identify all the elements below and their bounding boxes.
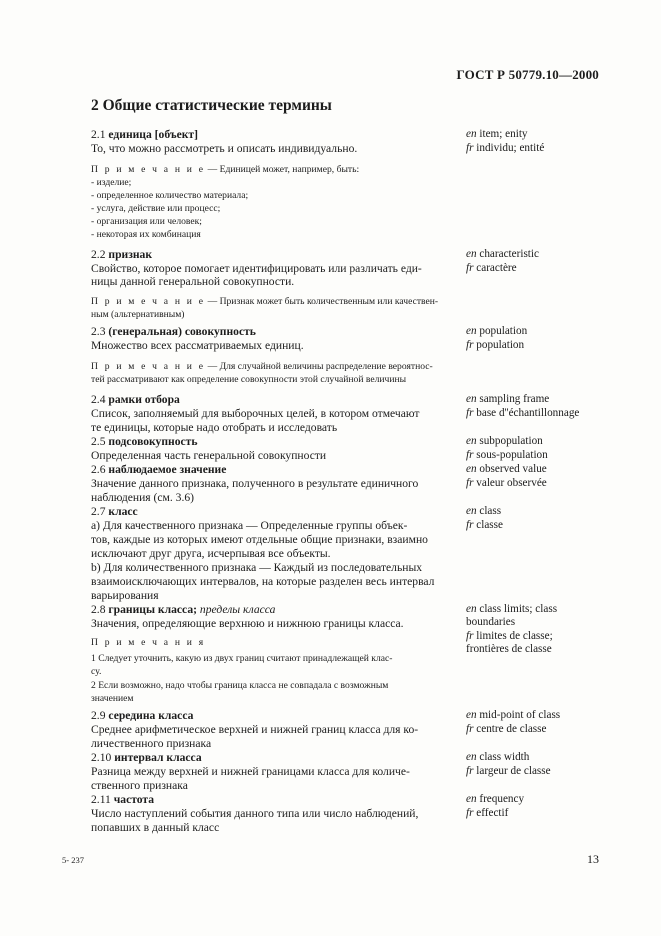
term-2-4-definition-cont: те единицы, которые надо отобрать и исследовать — [91, 421, 338, 434]
term-title: интервал класса — [114, 751, 202, 764]
term-2-11-heading: 2.11 частота — [91, 793, 155, 806]
term-2-6-definition: Значение данного признака, полученного в результате единичного — [91, 477, 419, 490]
term-2-1-en: en item; enity — [466, 128, 528, 140]
term-2-3-note: П р и м е ч а н и е — Для случайной величины распределение вероятнос- — [91, 361, 433, 372]
term-2-2-en: en characteristic — [466, 248, 539, 260]
term-number: 2.1 — [91, 128, 106, 141]
term-2-3-fr: fr population — [466, 339, 525, 351]
term-2-4-fr: fr base d''échantillonnage — [466, 407, 580, 419]
term-2-2-fr: fr caractère — [466, 262, 517, 274]
term-2-8-definition: Значения, определяющие верхнюю и нижнюю границы класса. — [91, 617, 404, 630]
term-2-11-fr: fr effectif — [466, 807, 509, 819]
note-label: П р и м е ч а н и е — [91, 164, 206, 175]
term-2-6-definition-cont: наблюдения (см. 3.6) — [91, 491, 194, 504]
term-2-5-definition: Определенная часть генеральной совокупности — [91, 449, 327, 462]
term-title: (генеральная) совокупность — [108, 325, 256, 338]
term-title: середина класса — [108, 709, 194, 722]
term-2-7-heading: 2.7 класс — [91, 505, 138, 518]
term-2-9-definition: Среднее арифметическое верхней и нижней границ класса для ко- — [91, 723, 419, 736]
term-title: единица [объект] — [108, 128, 198, 141]
term-2-8-fr: fr limites de classe; — [466, 630, 553, 642]
term-2-2-definition: Свойство, которое помогает идентифицировать или различать еди- — [91, 262, 422, 275]
term-2-7-a-cont: тов, каждые из которых имеют отдельные общие признаки, взаимно — [91, 533, 428, 546]
term-title: признак — [108, 248, 153, 261]
term-2-2-note-cont: ным (альтернативным) — [91, 309, 185, 320]
term-2-1-heading — [91, 128, 198, 141]
term-2-4-en: en sampling frame — [466, 393, 550, 405]
term-2-7-a: а) Для качественного признака — Определенные группы объек- — [91, 519, 408, 532]
term-2-8-en: en class limits; class — [466, 603, 558, 615]
section-title: 2 Общие статистические термины — [91, 97, 332, 114]
term-2-7-b-cont: взаимоисключающих интервалов, на которые разделен весь интервал — [91, 575, 435, 588]
term-2-7-fr: fr classe — [466, 519, 503, 531]
note-list-item: - организация или человек; — [91, 216, 202, 227]
term-2-10-en: en class width — [466, 751, 530, 763]
term-2-4-heading: 2.4 рамки отбора — [91, 393, 180, 406]
term-title: границы класса; — [108, 603, 197, 616]
term-2-1-note — [91, 164, 359, 175]
term-2-6-fr: fr valeur observée — [466, 477, 547, 489]
print-code: 5- 237 — [62, 855, 84, 865]
term-2-9-definition-cont: личественного признака — [91, 737, 212, 750]
term-2-3-note-cont: тей рассматривают как определение совокупности этой случайной величины — [91, 374, 407, 385]
term-2-11-en: en frequency — [466, 793, 525, 805]
term-2-10-definition-cont: ственного признака — [91, 779, 188, 792]
note-list-item: - определенное количество материала; — [91, 190, 249, 201]
page-number: 13 — [587, 852, 599, 866]
term-2-4-definition: Список, заполняемый для выборочных целей, в котором отмечают — [91, 407, 420, 420]
term-title: наблюдаемое значение — [108, 463, 227, 476]
term-2-8-note-1-cont: су. — [91, 666, 102, 677]
term-2-9-heading: 2.9 середина класса — [91, 709, 194, 722]
term-alt-title: пределы класса — [199, 603, 276, 616]
term-2-11-definition: Число наступлений события данного типа или число наблюдений, — [91, 807, 419, 820]
term-2-2-heading: 2.2 признак — [91, 248, 153, 261]
term-2-5-fr: fr sous-population — [466, 449, 548, 461]
term-title: класс — [108, 505, 138, 518]
term-2-9-en: en mid-point of class — [466, 709, 561, 721]
term-2-7-en: en class — [466, 505, 502, 517]
term-2-8-en-cont: boundaries — [466, 616, 516, 628]
term-2-8-note-1: 1 Следует уточнить, какую из двух границ считают принадлежащей клас- — [91, 653, 393, 664]
term-2-7-a-cont: исключают друг друга, исчерпывая все объекты. — [91, 547, 331, 560]
term-2-10-fr: fr largeur de classe — [466, 765, 551, 777]
term-2-2-note: П р и м е ч а н и е — Признак может быть количественным или качествен- — [91, 296, 439, 307]
term-2-6-en: en observed value — [466, 463, 547, 475]
term-2-8-notes-label: П р и м е ч а н и я — [91, 637, 206, 648]
term-2-8-heading: 2.8 границы класса; пределы класса — [91, 603, 276, 616]
term-title: частота — [113, 793, 155, 806]
term-2-3-heading: 2.3 (генеральная) совокупность — [91, 325, 256, 338]
term-title: подсовокупность — [108, 435, 198, 448]
term-2-2-definition-cont: ницы данной генеральной совокупности. — [91, 275, 295, 288]
term-2-7-b: b) Для количественного признака — Каждый из последовательных — [91, 561, 423, 574]
term-2-3-definition: Множество всех рассматриваемых единиц. — [91, 339, 304, 352]
term-2-10-heading: 2.10 интервал класса — [91, 751, 202, 764]
term-2-3-en: en population — [466, 325, 528, 337]
term-2-9-fr: fr centre de classe — [466, 723, 547, 735]
note-list-item: - услуга, действие или процесс; — [91, 203, 221, 214]
term-2-1-fr: fr individu; entité — [466, 142, 545, 154]
term-2-5-en: en subpopulation — [466, 435, 543, 447]
term-2-5-heading: 2.5 подсовокупность — [91, 435, 198, 448]
term-2-6-heading: 2.6 наблюдаемое значение — [91, 463, 227, 476]
term-2-7-b-cont: варьирования — [91, 589, 159, 602]
term-2-11-definition-cont: попавших в данный класс — [91, 821, 220, 834]
term-2-8-note-2: 2 Если возможно, надо чтобы граница класса не совпадала с возможным — [91, 680, 389, 691]
term-2-8-note-2-cont: значением — [91, 693, 134, 704]
term-2-1-definition: То, что можно рассмотреть и описать индивидуально. — [91, 142, 358, 155]
term-2-10-definition: Разница между верхней и нижней границами класса для количе- — [91, 765, 410, 778]
term-title: рамки отбора — [108, 393, 180, 406]
note-list-item: - некоторая их комбинация — [91, 229, 201, 240]
term-2-8-fr-cont: frontières de classe — [466, 643, 552, 655]
note-text: — Единицей может, например, быть: — [207, 164, 360, 175]
note-list-item: - изделие; — [91, 177, 132, 188]
document-designation: ГОСТ Р 50779.10—2000 — [456, 67, 599, 82]
